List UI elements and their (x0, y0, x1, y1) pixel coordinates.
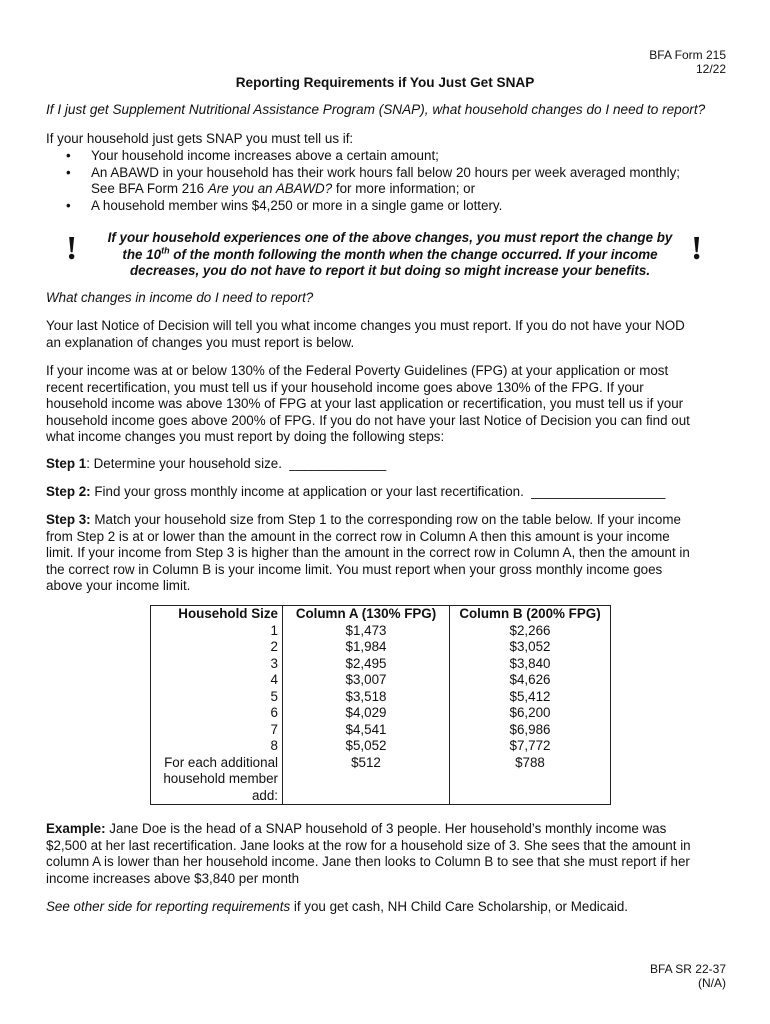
form-number-block (649, 48, 726, 76)
exclamation-icon: ! (691, 230, 703, 267)
table-cell: $4,029 (283, 705, 450, 722)
paragraph-line: column A is lower than her household income. Jane then looks to Column B to see that she must report if her (46, 854, 690, 869)
bullet-icon: • (66, 197, 71, 213)
paragraph-line: Your last Notice of Decision will tell you what income changes you must report. If you do not have your NOD (46, 318, 685, 333)
table-cell: $5,412 (450, 689, 611, 706)
gross-income-blank: __________________ (531, 484, 666, 499)
step-1 (46, 456, 726, 473)
paragraph-line: the correct row in Column B is your income limit. You must report when your gross monthly income goes (46, 561, 663, 577)
table-row (151, 722, 611, 739)
warning-line: decreases, you do not have to report it but doing so might increase your benefits. (129, 263, 651, 278)
example-text: Jane Doe is the head of a SNAP household of 3 people. Her household’s monthly income was (105, 821, 667, 836)
table-cell: $1,984 (283, 639, 450, 656)
exclamation-icon: ! (66, 230, 78, 267)
list-item (46, 198, 736, 215)
table-cell: $1,473 (283, 623, 450, 640)
footer-block (650, 962, 726, 990)
additional-label-line: add: (251, 787, 278, 803)
income-limit-table (150, 605, 611, 805)
warning-superscript: th (161, 245, 170, 256)
step-3 (46, 512, 726, 595)
table-cell: $788 (450, 755, 611, 805)
paragraph-line: from Step 2 is at or lower than the amount in the correct row in Column A then this amount is your income (46, 528, 670, 544)
warning-text: the 10 (122, 246, 162, 262)
table-row (151, 623, 611, 640)
paragraph-line: household income was above 130% of FPG at your last application or recertification, you must tell us if your (46, 396, 684, 411)
table-cell: $2,495 (283, 656, 450, 673)
abawd-form-title: Are you an ABAWD? (207, 181, 333, 196)
column-header-column-b: Column B (200% FPG) (450, 606, 611, 623)
step-text: Find your gross monthly income at application or your last recertification. (90, 484, 532, 499)
paragraph-line: limit. If your income from Step 3 is higher than the amount in the correct row in Column A, then the amount in (46, 545, 690, 560)
bullet-text: See BFA Form 216 (91, 181, 208, 196)
table-row (151, 672, 611, 689)
paragraph-line: above your income limit. (46, 578, 191, 593)
step-label: Step 3: (46, 512, 91, 527)
reporting-bullet-list (46, 148, 736, 214)
additional-label-line: For each additional (164, 754, 278, 770)
bullet-icon: • (66, 148, 71, 163)
table-cell: $4,541 (283, 722, 450, 739)
bullet-text: A household member wins $4,250 or more in a single game or lottery. (91, 197, 503, 213)
example-label: Example: (46, 821, 106, 836)
footer-code: BFA SR 22-37 (649, 962, 726, 976)
step-label: Step 1 (46, 456, 87, 471)
table-cell-additional-member (151, 755, 283, 805)
list-item (46, 148, 736, 165)
warning-notice (90, 230, 690, 280)
fpg-paragraph (46, 363, 726, 446)
see-other-italic: See other side for reporting requirements (46, 899, 291, 914)
table-cell: $6,200 (450, 705, 611, 722)
step-2 (46, 484, 726, 501)
table-cell: $4,626 (450, 672, 611, 689)
bullet-icon: • (66, 164, 71, 180)
table-header-row (151, 606, 611, 623)
bullet-text: An ABAWD in your household has their work hours fall below 20 hours per week averaged monthly; (91, 164, 681, 180)
table-cell: $6,986 (450, 722, 611, 739)
step-text: : Determine your household size. (86, 456, 290, 471)
table-cell: 6 (151, 705, 283, 722)
additional-label-line: household member (163, 771, 278, 786)
column-header-household-size: Household Size (151, 606, 283, 623)
paragraph-line (46, 512, 726, 529)
list-item (46, 165, 736, 198)
table-cell: $3,052 (450, 639, 611, 656)
warning-line (90, 247, 690, 264)
page-title: Reporting Requirements if You Just Get SNAP (235, 75, 535, 90)
table-cell: $3,007 (283, 672, 450, 689)
intro-text: If your household just gets SNAP you must tell us if: (46, 131, 354, 146)
table-cell: 7 (151, 722, 283, 739)
warning-line: If your household experiences one of the above changes, you must report the change by (107, 230, 673, 245)
bullet-text: Your household income increases above a certain amount; (91, 148, 439, 163)
table-cell: 1 (151, 623, 283, 640)
table-cell: 2 (151, 639, 283, 656)
bullet-text: for more information; or (332, 181, 476, 196)
paragraph-line: $2,500 at her last recertification. Jane looks at the row for a household size of 3. She sees that the amount in (46, 837, 691, 853)
table-row (151, 755, 611, 805)
table-cell: $3,518 (283, 689, 450, 706)
paragraph-line: what income changes you must report by doing the following steps: (46, 429, 445, 444)
paragraph-line: household income goes above 200% of FPG. If you do not have your last Notice of Decision you can find out (46, 412, 690, 428)
household-size-blank: _____________ (289, 456, 387, 471)
see-other-text: if you get cash, NH Child Care Scholarship, or Medicaid. (290, 899, 629, 914)
table-row (151, 738, 611, 755)
footer-note: (N/A) (698, 976, 726, 990)
table-cell: $512 (283, 755, 450, 805)
nod-paragraph (46, 318, 726, 351)
question-heading: If I just get Supplement Nutritional Assistance Program (SNAP), what household changes do I need to report? (46, 102, 706, 117)
table-cell: $3,840 (450, 656, 611, 673)
form-date: 12/22 (695, 62, 726, 76)
paragraph-line (46, 821, 726, 838)
form-number: BFA Form 215 (649, 48, 726, 62)
warning-text: of the month following the month when the change occurred. If your income (169, 246, 658, 262)
paragraph-line: income increases above $3,840 per month (46, 870, 300, 886)
paragraph-line: If your income was at or below 130% of the Federal Poverty Guidelines (FPG) at your application or most (46, 363, 669, 378)
paragraph-line: an explanation of changes you must report is below. (46, 334, 355, 350)
step-text: Match your household size from Step 1 to the corresponding row on the table below. If your income (90, 512, 681, 527)
table-cell: $2,266 (450, 623, 611, 640)
column-header-column-a: Column A (130% FPG) (283, 606, 450, 623)
example-paragraph (46, 821, 726, 887)
table-cell: 4 (151, 672, 283, 689)
table-row (151, 656, 611, 673)
table-cell: $5,052 (283, 738, 450, 755)
see-other-side-note (46, 899, 726, 916)
table-row (151, 689, 611, 706)
table-cell: 5 (151, 689, 283, 706)
table-row (151, 639, 611, 656)
income-changes-subheading: What changes in income do I need to report? (46, 290, 314, 305)
table-row (151, 705, 611, 722)
paragraph-line: recent recertification, you must tell us if your household income goes above 130% of the FPG. If your (46, 379, 644, 395)
step-label: Step 2: (46, 484, 91, 499)
table-cell: 3 (151, 656, 283, 673)
table-cell: 8 (151, 738, 283, 755)
table-cell: $7,772 (450, 738, 611, 755)
